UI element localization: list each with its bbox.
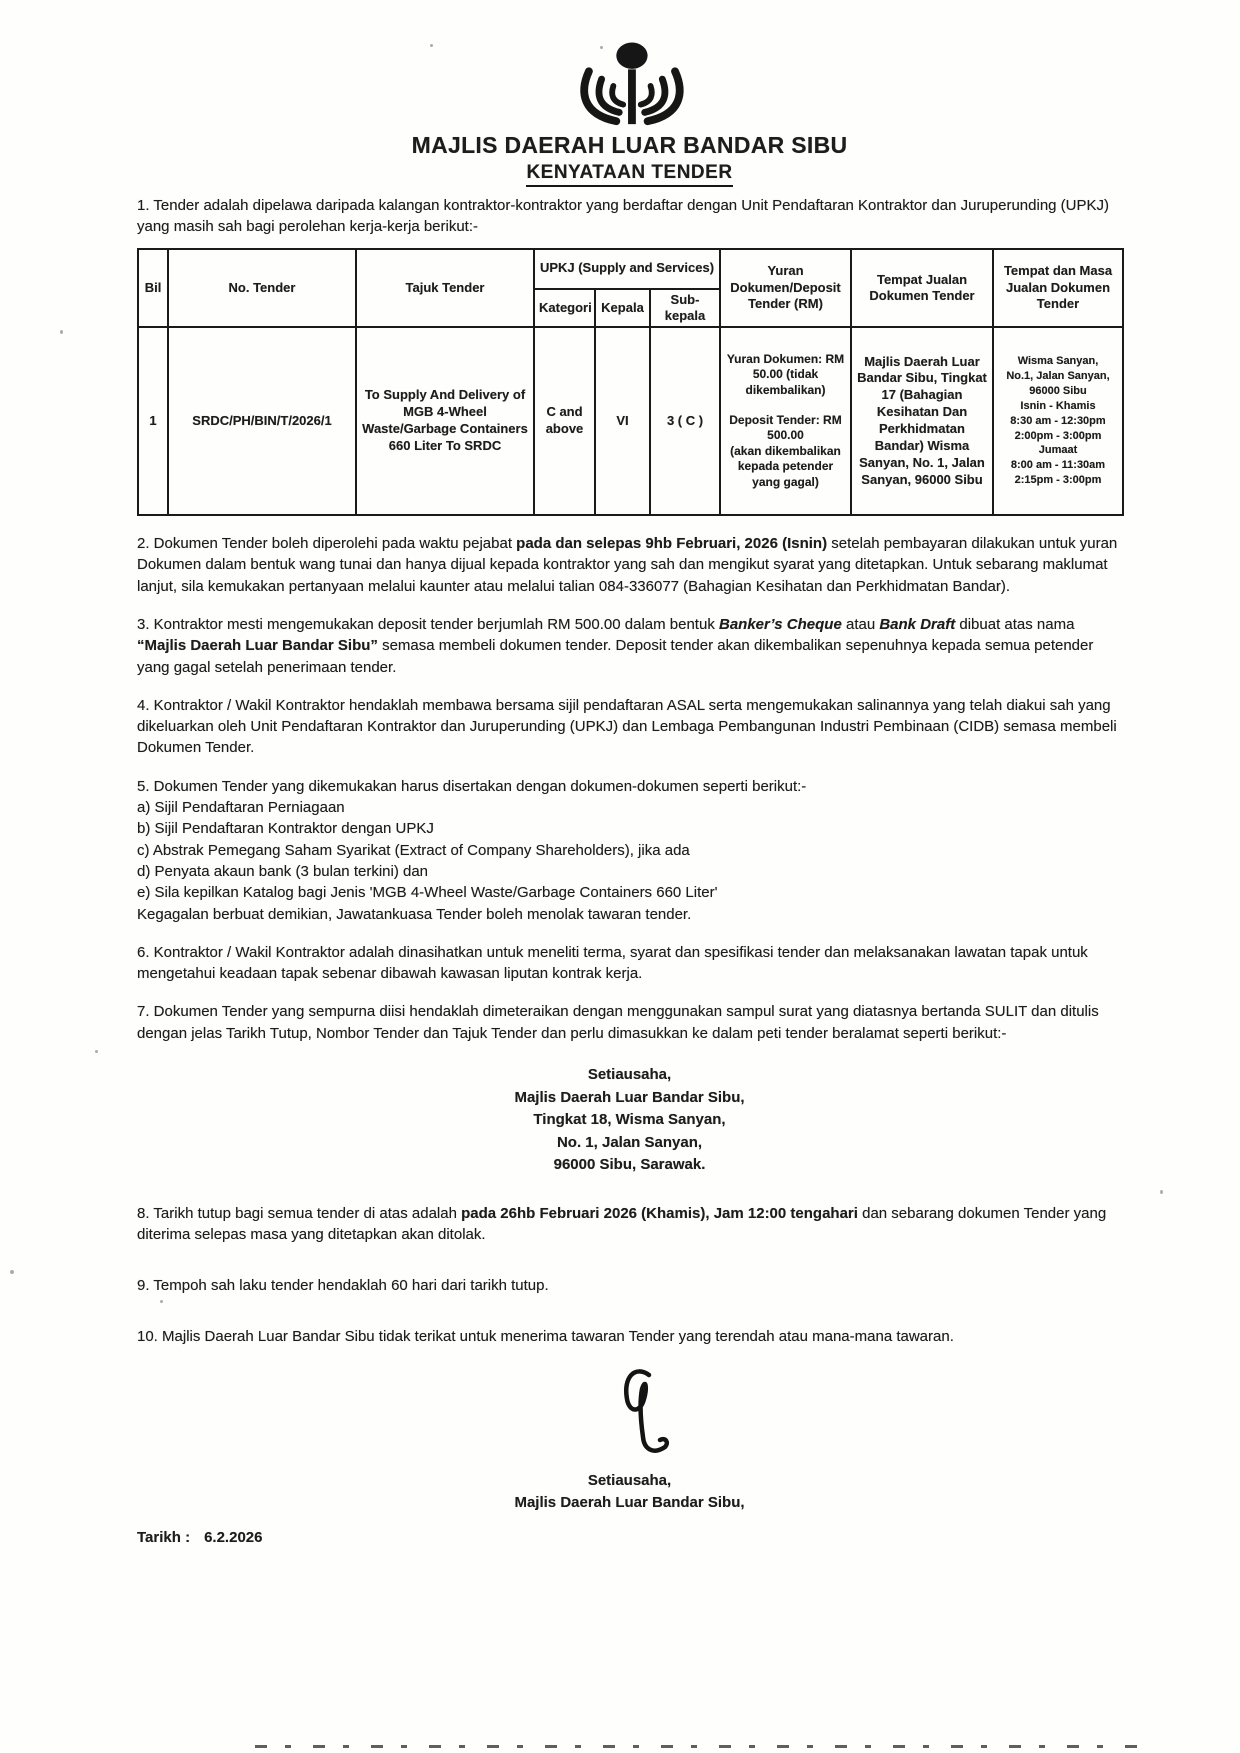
cell-sub-kepala: 3 ( C ) xyxy=(650,327,720,515)
cell-tempat-jualan: Majlis Daerah Luar Bandar Sibu, Tingkat 17 (Bahagian Kesihatan Dan Perkhidmatan Bandar) Wisma Sanyan, No. 1, Jalan Sanyan, 96000 Sibu xyxy=(851,327,993,515)
col-header-tajuk-tender: Tajuk Tender xyxy=(356,249,534,328)
masa-line: 2:15pm - 3:00pm xyxy=(1014,474,1102,487)
address-line: Tingkat 18, Wisma Sanyan, xyxy=(533,1111,726,1129)
table-row xyxy=(138,327,1123,515)
signature-organization: Majlis Daerah Luar Bandar Sibu, xyxy=(514,1494,745,1512)
col-header-tempat-masa: Tempat dan Masa Jualan Dokumen Tender xyxy=(993,249,1123,328)
date-line xyxy=(137,1529,1122,1546)
cell-tempat-masa xyxy=(993,327,1123,515)
masa-line: Jumaat xyxy=(1038,444,1078,457)
paragraph-2 xyxy=(137,533,1122,597)
col-header-upkj-group: UPKJ (Supply and Services) xyxy=(534,249,720,289)
paragraph-8-text: dan sebarang dokumen Tender yang diterima selepas masa yang ditetapkan akan ditolak. xyxy=(137,1204,1107,1243)
address-line: Majlis Daerah Luar Bandar Sibu, xyxy=(514,1088,745,1106)
paragraph-3-text: dibuat atas nama xyxy=(955,615,1075,633)
paragraph-5 xyxy=(137,776,1122,925)
tender-table xyxy=(137,248,1124,517)
signature-title: Setiausaha, xyxy=(587,1471,672,1489)
availability-date-bold: pada dan selepas 9hb Februari, 2026 (Isnin) xyxy=(516,535,828,553)
address-line: No. 1, Jalan Sanyan, xyxy=(556,1133,703,1151)
address-line: 96000 Sibu, Sarawak. xyxy=(553,1156,706,1174)
paragraph-3 xyxy=(137,614,1122,678)
council-name-bold: “Majlis Daerah Luar Bandar Sibu” xyxy=(137,637,378,655)
scan-speck xyxy=(1160,1190,1163,1194)
masa-line: No.1, Jalan Sanyan, xyxy=(1006,370,1110,383)
council-emblem-icon xyxy=(137,40,1122,130)
list-item-b: b) Sijil Pendaftaran Kontraktor dengan UPKJ xyxy=(137,820,434,838)
deposit-tender-text: Deposit Tender: RM 500.00 xyxy=(729,412,842,443)
cell-kategori: C and above xyxy=(534,327,595,515)
masa-line: 2:00pm - 3:00pm xyxy=(1014,429,1102,442)
paragraph-3-text: semasa membeli dokumen tender. Deposit tender akan dikembalikan sepenuhnya kepada semua petender yang gagal setelah penerimaan tender. xyxy=(137,637,1094,676)
letterhead xyxy=(137,40,1122,187)
tender-table-header xyxy=(138,249,1123,328)
col-header-tempat-jualan: Tempat Jualan Dokumen Tender xyxy=(851,249,993,328)
document-title-row xyxy=(137,162,1122,187)
scan-speck xyxy=(60,330,63,334)
bankers-cheque-bold: Banker’s Cheque xyxy=(718,615,842,633)
cell-yuran-deposit xyxy=(720,327,851,515)
paragraph-8-text: 8. Tarikh tutup bagi semua tender di atas adalah xyxy=(137,1204,462,1222)
paragraph-2-text: setelah pembayaran dilakukan untuk yuran Dokumen dalam bentuk wang tunai dan hanya dijual kepada kontraktor yang sah dan mengikut syarat yang ditetapkan. Untuk sebarang maklumat lanjut, sila kemukakan pertanyaan melalui kaunter atau melalui talian 084-336077 (Bahagian Kesihatan dan Perkhidmatan Bandar). xyxy=(137,535,1118,595)
paragraph-10: 10. Majlis Daerah Luar Bandar Sibu tidak terikat untuk menerima tawaran Tender yang terendah atau mana-mana tawaran. xyxy=(137,1328,954,1346)
list-item-a: a) Sijil Pendaftaran Perniagaan xyxy=(137,799,345,817)
deposit-note-text: (akan dikembalikan kepada petender yang gagal) xyxy=(730,443,841,489)
cell-kepala: VI xyxy=(595,327,650,515)
bank-draft-bold: Bank Draft xyxy=(879,615,956,633)
paragraph-7: 7. Dokumen Tender yang sempurna diisi hendaklah dimeteraikan dengan menggunakan sampul surat yang diatasnya bertanda SULIT dan ditulis dengan jelas Tarikh Tutup, Nombor Tender dan Tajuk Tender dan perlu dimasukkan ke dalam peti tender beralamat seperti berikut:- xyxy=(137,1003,1099,1042)
handwritten-signature-mark xyxy=(609,1365,681,1465)
date-label: Tarikh : xyxy=(137,1528,191,1546)
scan-speck xyxy=(430,44,433,47)
paragraph-5-intro: 5. Dokumen Tender yang dikemukakan harus disertakan dengan dokumen-dokumen seperti berikut:- xyxy=(137,777,807,795)
list-item-c: c) Abstrak Pemegang Saham Syarikat (Extract of Company Shareholders), jika ada xyxy=(137,841,690,859)
masa-line: Wisma Sanyan, xyxy=(1017,355,1099,368)
masa-line: 96000 Sibu xyxy=(1029,384,1087,397)
tender-box-address xyxy=(137,1064,1122,1177)
date-value: 6.2.2026 xyxy=(204,1528,263,1546)
organization-name: MAJLIS DAERAH LUAR BANDAR SIBU xyxy=(411,132,848,158)
list-item-d: d) Penyata akaun bank (3 bulan terkini) dan xyxy=(137,862,429,880)
cell-tajuk-tender: To Supply And Delivery of MGB 4-Wheel Waste/Garbage Containers 660 Liter To SRDC xyxy=(356,327,534,515)
paragraph-9: 9. Tempoh sah laku tender hendaklah 60 hari dari tarikh tutup. xyxy=(137,1277,549,1295)
paragraph-8 xyxy=(137,1203,1122,1246)
scan-speck xyxy=(95,1050,98,1053)
masa-line: 8:30 am - 12:30pm xyxy=(1010,414,1106,427)
address-line: Setiausaha, xyxy=(587,1066,672,1084)
col-header-sub-kepala: Sub-kepala xyxy=(650,289,720,328)
paragraph-1: 1. Tender adalah dipelawa daripada kalangan kontraktor-kontraktor yang berdaftar dengan Unit Pendaftaran Kontraktor dan Juruperunding (UPKJ) yang masih sah bagi perolehan kerja-kerja berikut:- xyxy=(137,197,1110,236)
paragraph-5-outro: Kegagalan berbuat demikian, Jawatankuasa Tender boleh menolak tawaran tender. xyxy=(137,905,692,923)
cell-no-tender: SRDC/PH/BIN/T/2026/1 xyxy=(168,327,356,515)
paragraph-6: 6. Kontraktor / Wakil Kontraktor adalah dinasihatkan untuk meneliti terma, syarat dan spesifikasi tender dan melaksanakan lawatan tapak untuk mengetahui keadaan tapak sebenar dibawah kawasan liputan kontrak kerja. xyxy=(137,943,1088,983)
scan-speck xyxy=(600,46,603,49)
signature-block xyxy=(137,1365,1122,1515)
col-header-bil: Bil xyxy=(138,249,168,328)
col-header-kategori: Kategori xyxy=(534,289,595,328)
masa-line: Isnin - Khamis xyxy=(1020,399,1096,412)
scan-speck xyxy=(10,1270,14,1274)
scan-speck xyxy=(160,1300,163,1303)
closing-date-bold: pada 26hb Februari 2026 (Khamis), Jam 12:00 tengahari xyxy=(461,1204,858,1222)
paragraph-3-text: 3. Kontraktor mesti mengemukakan deposit tender berjumlah RM 500.00 dalam bentuk xyxy=(137,615,719,633)
paragraph-4: 4. Kontraktor / Wakil Kontraktor hendaklah membawa bersama sijil pendaftaran ASAL serta mengemukakan salinannya yang telah diakui sah yang dikeluarkan oleh Unit Pendaftaran Kontraktor dan Juruperunding (UPKJ) dan Lembaga Pembangunan Industri Pembinaan (CIDB) semasa membeli Dokumen Tender. xyxy=(137,696,1117,757)
col-header-kepala: Kepala xyxy=(595,289,650,328)
col-header-no-tender: No. Tender xyxy=(168,249,356,328)
paragraph-3-text: atau xyxy=(841,615,880,633)
paragraph-2-text: 2. Dokumen Tender boleh diperolehi pada waktu pejabat xyxy=(137,535,517,553)
cell-bil: 1 xyxy=(138,327,168,515)
masa-line: 8:00 am - 11:30am xyxy=(1010,459,1106,472)
scan-artifact-line xyxy=(255,1745,1155,1748)
list-item-e: e) Sila kepilkan Katalog bagi Jenis 'MGB 4-Wheel Waste/Garbage Containers 660 Liter' xyxy=(137,884,718,902)
col-header-yuran: Yuran Dokumen/Deposit Tender (RM) xyxy=(720,249,851,328)
yuran-dokumen-text: Yuran Dokumen: RM 50.00 (tidak dikembalikan) xyxy=(726,351,845,397)
document-title: KENYATAAN TENDER xyxy=(526,162,732,187)
